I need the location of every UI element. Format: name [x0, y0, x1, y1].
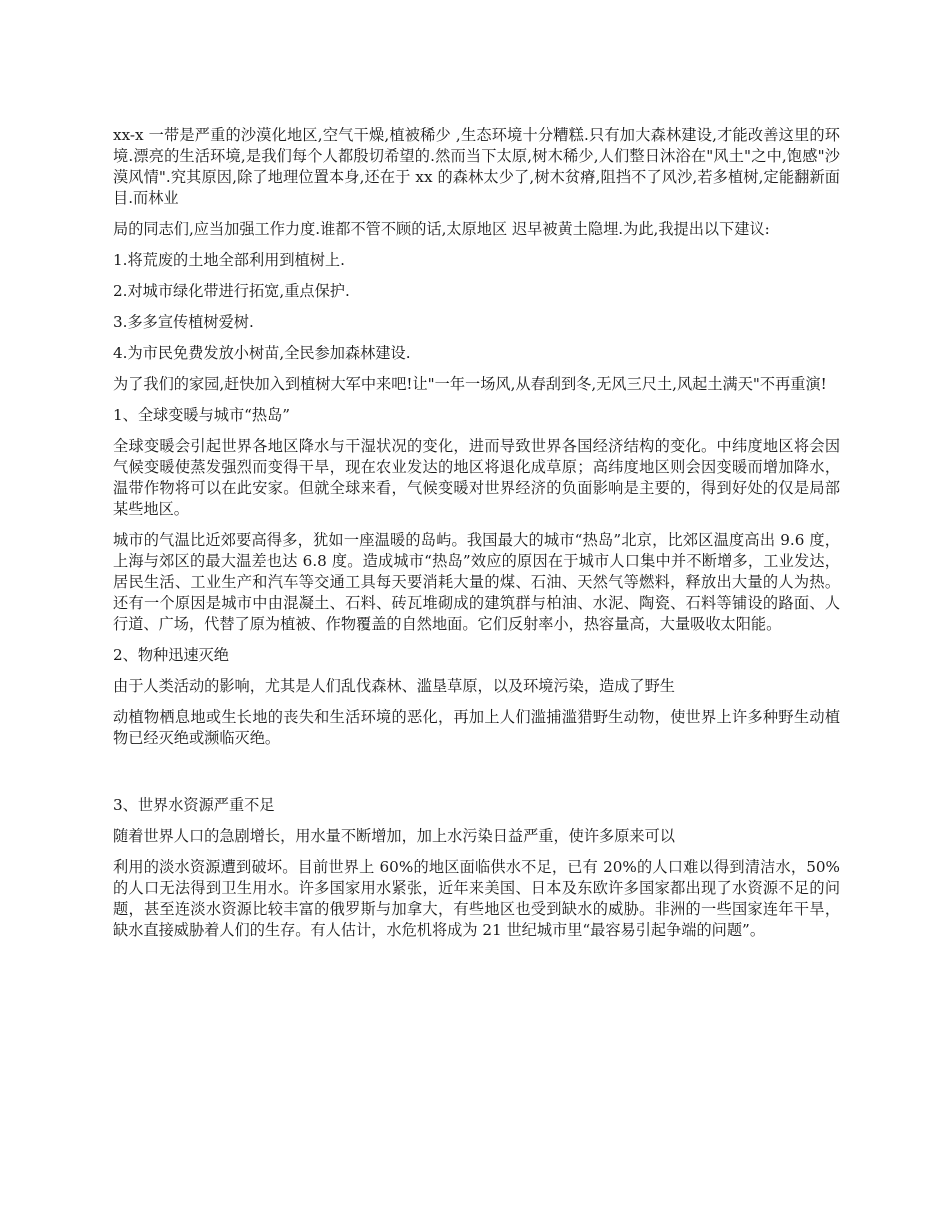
paragraph-call-to-action: 为了我们的家园,赶快加入到植树大军中来吧!让"一年一场风,从春刮到冬,无风三尺土,风起土满天"不再重演!: [113, 375, 827, 393]
section-heading-global-warming: 1、全球变暖与城市“热岛”: [113, 406, 291, 424]
section-heading-water: 3、世界水资源严重不足: [113, 796, 275, 814]
section-heading-extinction: 2、物种迅速灭绝: [113, 646, 229, 664]
paragraph-intro: xx-x 一带是严重的沙漠化地区,空气干燥,植被稀少 ,生态环境十分糟糕.只有加大森林建设,才能改善这里的环境.漂亮的生活环境,是我们每个人都殷切希望的.然而当下太原,树木稀少,人们整日沐浴在"风土"之中,饱感"沙漠风情".究其原因,除了地理位置本身,还在于 xx 的森林太少了,树木贫瘠,阻挡不了风沙,若多植树,定能翻新面目.而林业: [113, 126, 840, 207]
list-item: 2.对城市绿化带进行拓宽,重点保护.: [113, 282, 350, 300]
paragraph-water-b: 利用的淡水资源遭到破坏。目前世界上 60%的地区面临供水不足，已有 20%的人口难以得到清洁水，50%的人口无法得到卫生用水。许多国家用水紧张，近年来美国、日本及东欧许多国家都出现了水资源不足的问题，甚至连淡水资源比较丰富的俄罗斯与加拿大，有些地区也受到缺水的威胁。非洲的一些国家连年干旱，缺水直接威胁着人们的生存。有人估计，水危机将成为 21 世纪城市里“最容易引起争端的问题”。: [113, 858, 840, 939]
spacer: [113, 759, 840, 795]
document-page: [113, 125, 840, 951]
list-item: 1.将荒废的土地全部利用到植树上.: [113, 251, 345, 269]
paragraph-water-a: 随着世界人口的急剧增长，用水量不断增加，加上水污染日益严重，使许多原来可以: [113, 827, 675, 845]
paragraph-extinction-a: 由于人类活动的影响，尤其是人们乱伐森林、滥垦草原，以及环境污染，造成了野生: [113, 677, 675, 695]
list-item: 3.多多宣传植树爱树.: [113, 313, 254, 331]
paragraph-global-warming: 全球变暖会引起世界各地区降水与干湿状况的变化，进而导致世界各国经济结构的变化。中纬度地区将会因气候变暖使蒸发强烈而变得干旱，现在农业发达的地区将退化成草原；高纬度地区则会因变暖而增加降水，温带作物将可以在此安家。但就全球来看，气候变暖对世界经济的负面影响是主要的，得到好处的仅是局部某些地区。: [113, 437, 840, 518]
paragraph-proposal: 局的同志们,应当加强工作力度.谁都不管不顾的话,太原地区 迟早被黄土隐埋.为此,我提出以下建议:: [113, 220, 770, 238]
paragraph-extinction-b: 动植物栖息地或生长地的丧失和生活环境的恶化，再加上人们滥捕滥猎野生动物，使世界上许多种野生动植物已经灭绝或濒临灭绝。: [113, 708, 840, 747]
list-item: 4.为市民免费发放小树苗,全民参加森林建设.: [113, 344, 411, 362]
paragraph-heat-island: 城市的气温比近郊要高得多，犹如一座温暖的岛屿。我国最大的城市“热岛”北京，比郊区温度高出 9.6 度，上海与郊区的最大温差也达 6.8 度。造成城市“热岛”效应的原因在于城市人口集中并不断增多，工业发达，居民生活、工业生产和汽车等交通工具每天要消耗大量的煤、石油、天然气等燃料，释放出大量的人为热。还有一个原因是城市中由混凝土、石料、砖瓦堆砌成的建筑群与柏油、水泥、陶瓷、石料等铺设的路面、人行道、广场，代替了原为植被、作物覆盖的自然地面。它们反射率小，热容量高，大量吸收太阳能。: [113, 531, 840, 633]
